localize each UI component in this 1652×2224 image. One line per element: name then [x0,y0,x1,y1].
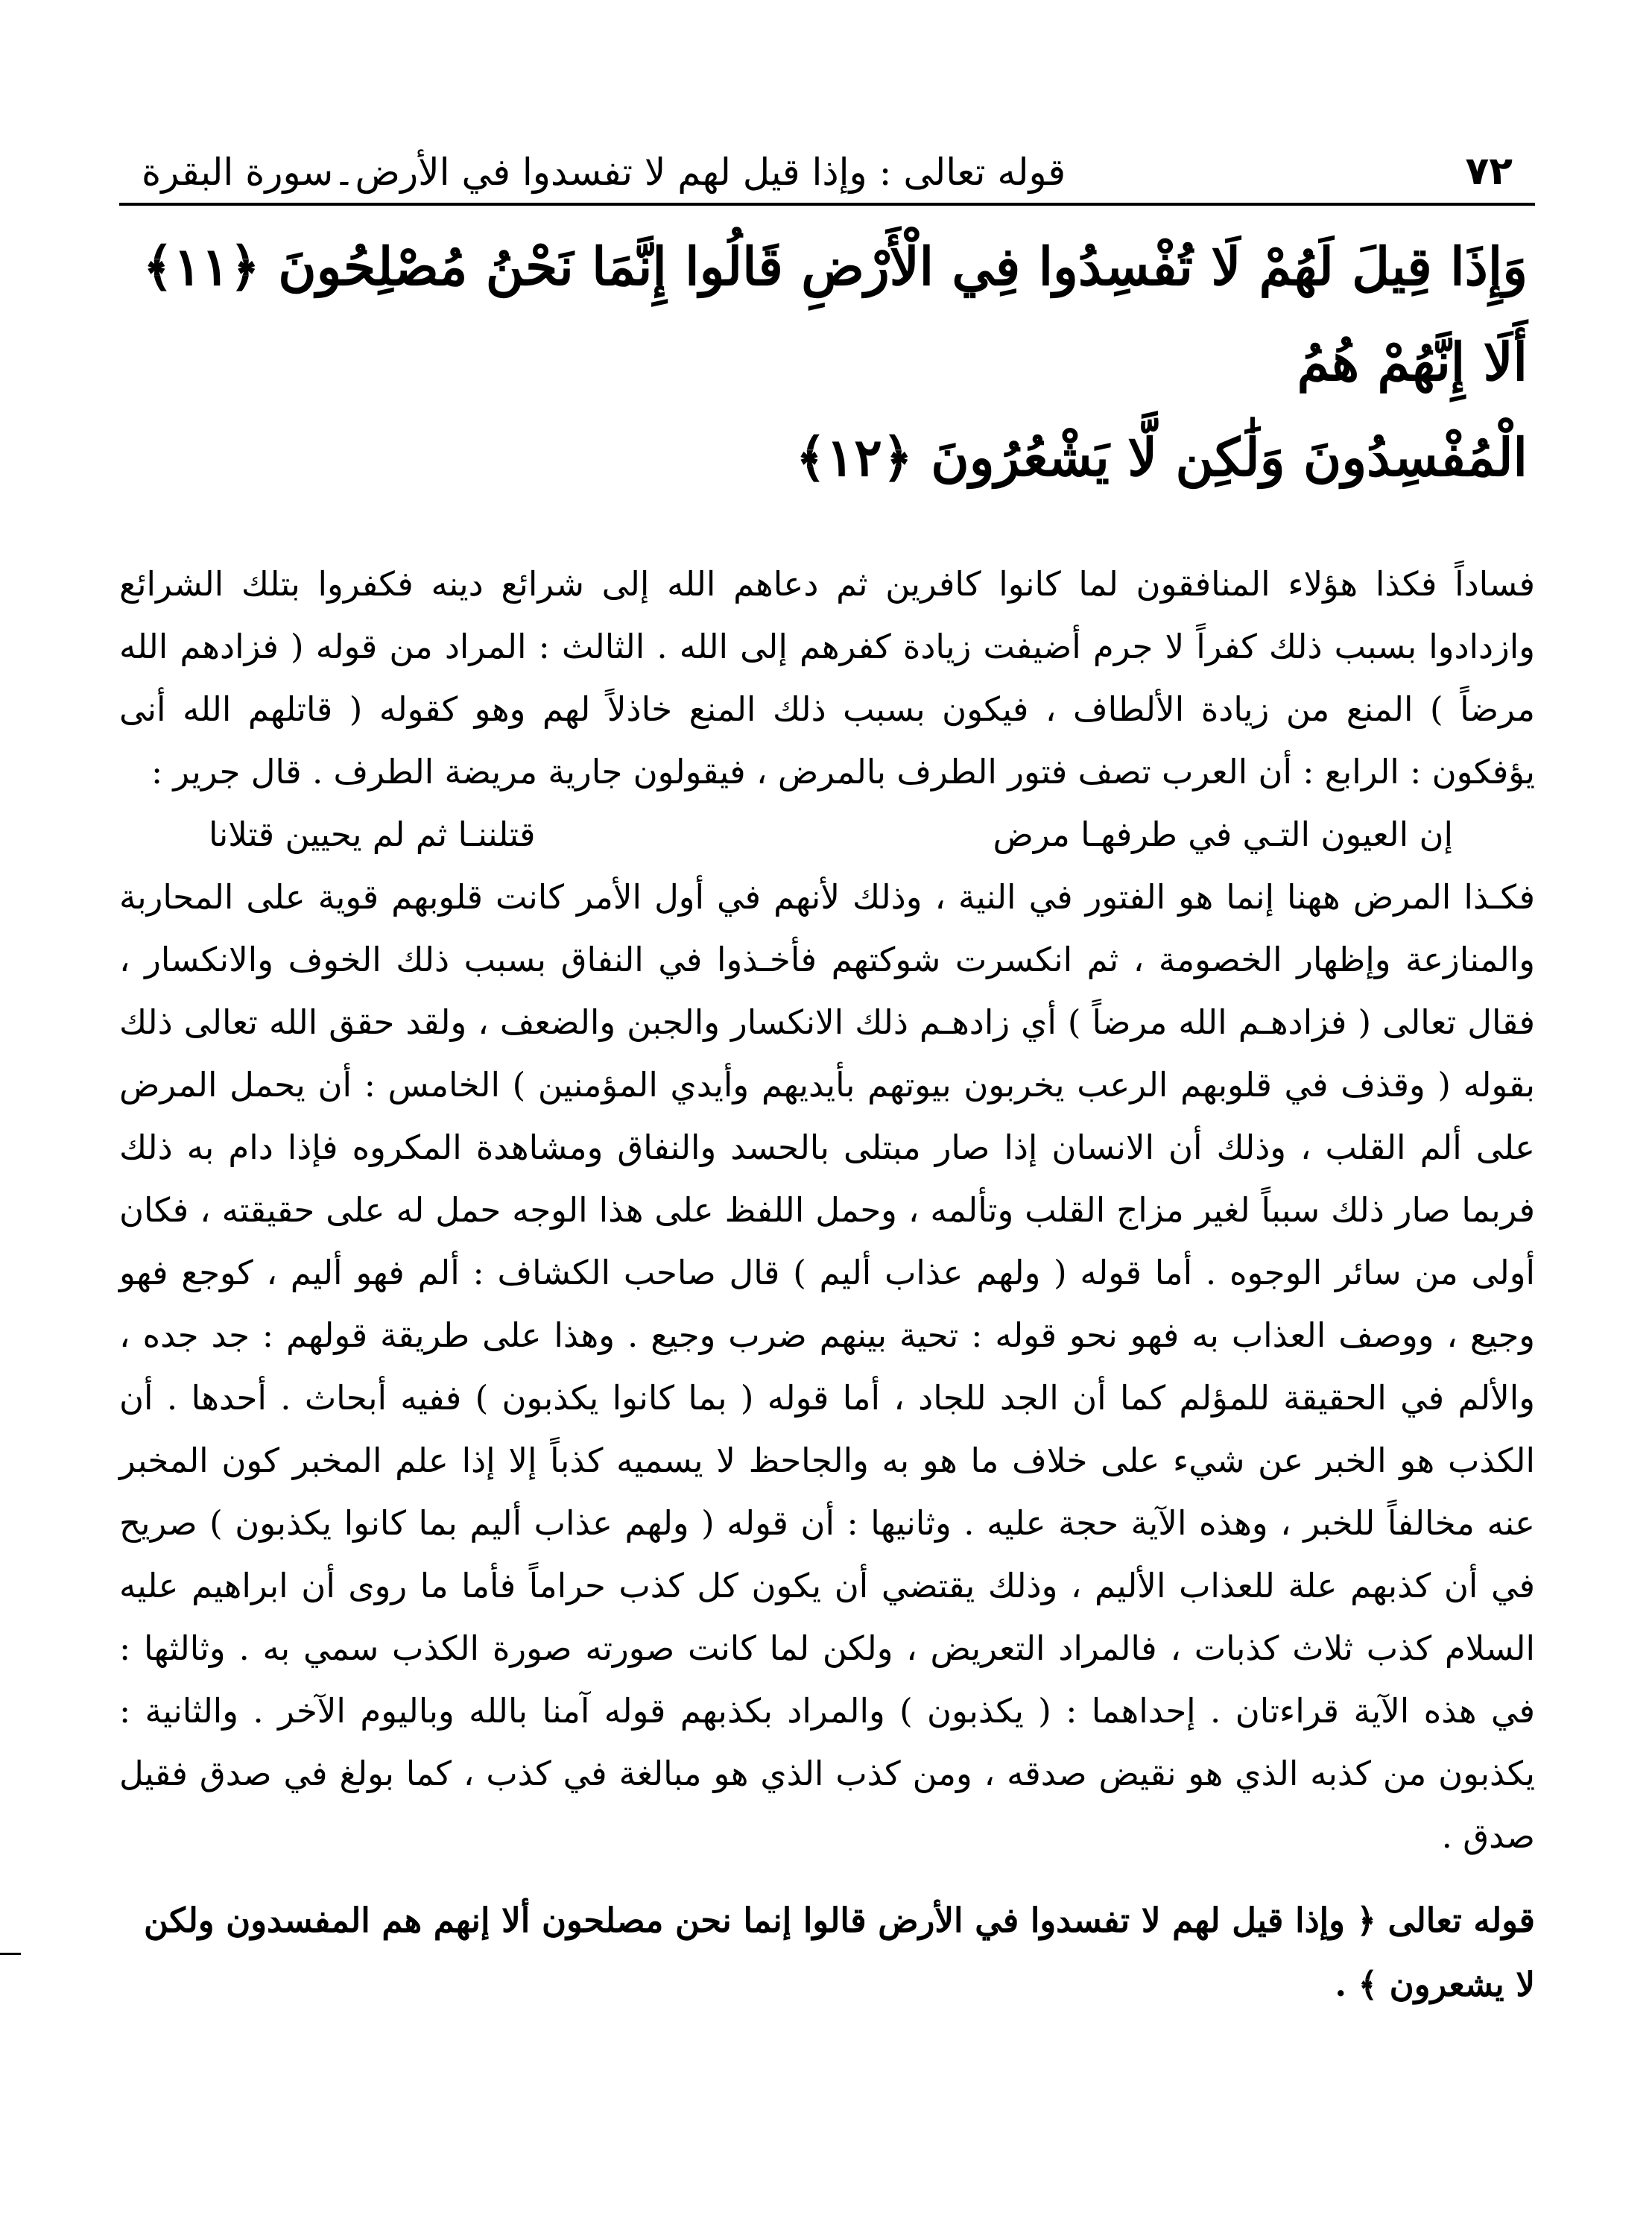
header-rule [119,203,1535,206]
commentary-paragraph-1: فساداً فكذا هؤلاء المنافقون لما كانوا كافرين ثم دعاهم الله إلى شرائع دينه فكفروا بتلك الشرائع وازدادوا بسبب ذلك كفراً لا جرم أضيفت زيادة كفرهم إلى الله . الثالث : المراد من قوله ( فزادهم الله مرضاً ) المنع من زيادة الألطاف ، فيكون بسبب ذلك المنع خاذلاً لهم وهو كقوله ( قاتلهم الله أنى يؤفكون : الرابع : أن العرب تصف فتور الطرف بالمرض ، فيقولون جارية مريضة الطرف . قال جرير : [119,564,1535,792]
poem-hemistich-right: إن العيون التـي في طرفهـا مرض [993,815,1453,854]
next-verse-heading: قوله تعالى ﴿ وإذا قيل لهم لا تفسدوا في الأرض قالوا إنما نحن مصلحون ألا إنهم هم المفسدون ولكن لا يشعرون ﴾ . [143,1901,1535,2004]
poem-hemistich-left: قتلننـا ثم لم يحيين قتلانا [209,815,536,854]
page-header [119,112,1535,194]
page-number: ٧٢ [1465,149,1513,194]
verse-line-2: الْمُفْسِدُونَ وَلَٰكِن لَّا يَشْعُرُونَ ﴿١٢﴾ [795,426,1528,488]
scan-margin-mark [0,1953,21,1955]
book-page [119,112,1535,2184]
running-head: قوله تعالى : وإذا قيل لهم لا تفسدوا في الأرض۔سورة البقرة [142,151,1066,194]
commentary [119,553,1535,1868]
quran-verse [119,219,1535,505]
verse-line-1: وَإِذَا قِيلَ لَهُمْ لَا تُفْسِدُوا فِي الْأَرْضِ قَالُوا إِنَّمَا نَحْنُ مُصْلِحُونَ ﴿١١﴾ أَلَا إِنَّهُمْ هُمُ [142,236,1528,393]
poem-verse [119,803,1535,866]
commentary-paragraph-2: فكـذا المرض ههنا إنما هو الفتور في النية ، وذلك لأنهم في أول الأمر كانت قلوبهم قوية على المحاربة والمنازعة وإظهار الخصومة ، ثم انكسرت شوكتهم فأخـذوا في النفاق بسبب ذلك الخوف والانكسار ، فقال تعالى ( فزادهـم الله مرضاً ) أي زادهـم ذلك الانكسار والجبن والضعف ، ولقد حقق الله تعالى ذلك بقوله ( وقذف في قلوبهم الرعب يخربون بيوتهم بأيديهم وأيدي المؤمنين ) الخامس : أن يحمل المرض على ألم القلب ، وذلك أن الانسان إذا صار مبتلى بالحسد والنفاق ومشاهدة المكروه فإذا دام به ذلك فربما صار ذلك سبباً لغير مزاج القلب وتألمه ، وحمل اللفظ على هذا الوجه حمل له على حقيقته ، فكان أولى من سائر الوجوه . أما قوله ( ولهم عذاب أليم ) قال صاحب الكشاف : ألم فهو أليم ، كوجع فهو وجيع ، ووصف العذاب به فهو نحو قوله : تحية بينهم ضرب وجيع . وهذا على طريقة قولهم : جد جده ، والألم في الحقيقة للمؤلم كما أن الجد للجاد ، أما قوله ( بما كانوا يكذبون ) ففيه أبحاث . أحدها . أن الكذب هو الخبر عن شيء على خلاف ما هو به والجاحظ لا يسميه كذباً إلا إذا علم المخبر كون المخبر عنه مخالفاً للخبر ، وهذه الآية حجة عليه . وثانيها : أن قوله ( ولهم عذاب أليم بما كانوا يكذبون ) صريح في أن كذبهم علة للعذاب الأليم ، وذلك يقتضي أن يكون كل كذب حراماً فأما ما روى أن ابراهيم عليه السلام كذب ثلاث كذبات ، فالمراد التعريض ، ولكن لما كانت صورته صورة الكذب سمي به . وثالثها : في هذه الآية قراءتان . إحداهما : ( يكذبون ) والمراد بكذبهم قوله آمنا بالله وباليوم الآخر . والثانية : يكذبون من كذبه الذي هو نقيض صدقه ، ومن كذب الذي هو مبالغة في كذب ، كما بولغ في صدق فقيل صدق . [119,877,1535,1856]
